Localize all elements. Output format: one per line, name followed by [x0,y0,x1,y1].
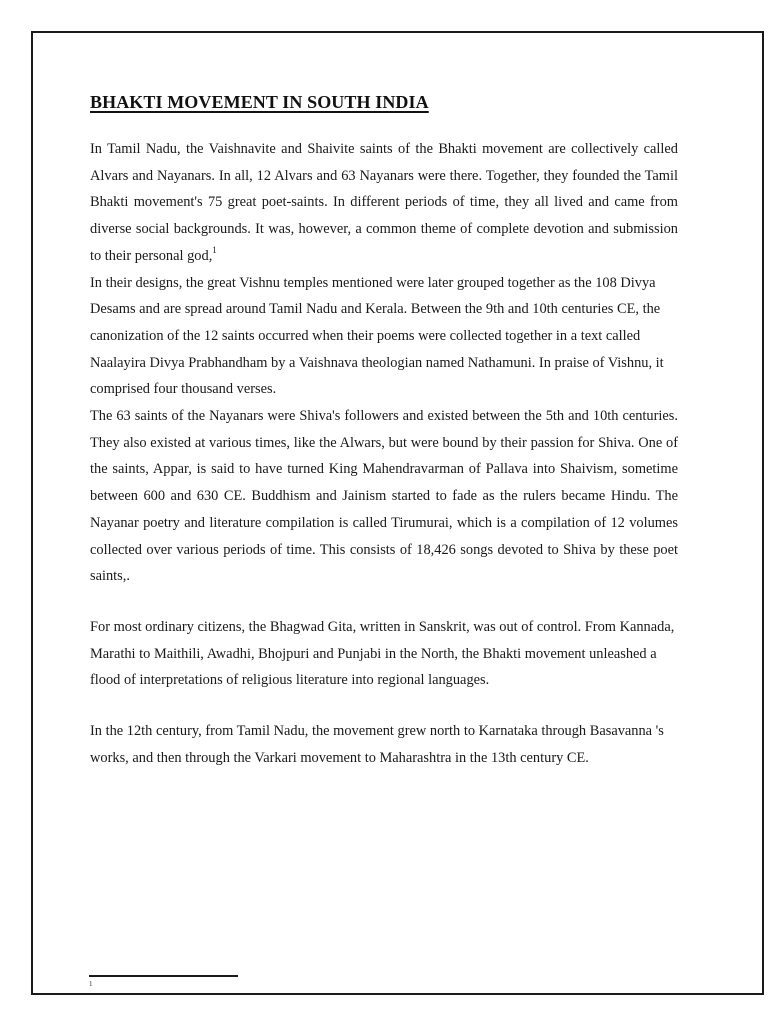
paragraph-text: In Tamil Nadu, the Vaishnavite and Shaivite saints of the Bhakti movement are collectively called Alvars and Nayanars. In all, 12 Alvars and 63 Nayanars were there. Together, they founded the Tamil Bhakti movement's 75 great poet-saints. In different periods of time, they all lived and came from diverse social backgrounds. It was, however, a common theme of complete devotion and submission to their personal god, [90,141,678,264]
document-body [90,92,678,771]
footnote-reference[interactable]: 1 [212,245,217,256]
paragraph-divya-desams: In their designs, the great Vishnu temples mentioned were later grouped together as the 108 Divya Desams and are spread around Tamil Nadu and Kerala. Between the 9th and 10th centuries CE, the canonization of the 12 saints occurred when their poems were collected together in a text called Naalayira Divya Prabhandham by a Vaishnava theologian named Nathamuni. In praise of Vishnu, it comprised four thousand verses. [90,274,664,398]
footnote-number: 1 [89,980,93,988]
paragraph-nayanars-saints: The 63 saints of the Nayanars were Shiva's followers and existed between the 5th and 10th centuries. They also existed at various times, like the Alwars, but were bound by their passion for Shiva. One of the saints, Appar, is said to have turned King Mahendravarman of Pallava into Shaivism, sometime between 600 and 630 CE. Buddhism and Jainism started to fade as the rulers became Hindu. The Nayanar poetry and literature compilation is called Tirumurai, which is a compilation of 12 volumes collected over various periods of time. This consists of 18,426 songs devoted to Shiva by these poet saints,. [90,408,678,585]
footnote-separator [89,975,238,977]
document-title: BHAKTI MOVEMENT IN SOUTH INDIA [90,92,429,112]
paragraph-bhagwad-gita: For most ordinary citizens, the Bhagwad Gita, written in Sanskrit, was out of control. From Kannada, Marathi to Maithili, Awadhi, Bhojpuri and Punjabi in the North, the Bhakti movement unleashed a flood of interpretations of religious literature into regional languages. [90,618,675,689]
paragraph-alvars-nayanars [90,136,678,270]
paragraph-12th-century: In the 12th century, from Tamil Nadu, the movement grew north to Karnataka through Basavanna 's works, and then through the Varkari movement to Maharashtra in the 13th century CE. [90,723,664,766]
